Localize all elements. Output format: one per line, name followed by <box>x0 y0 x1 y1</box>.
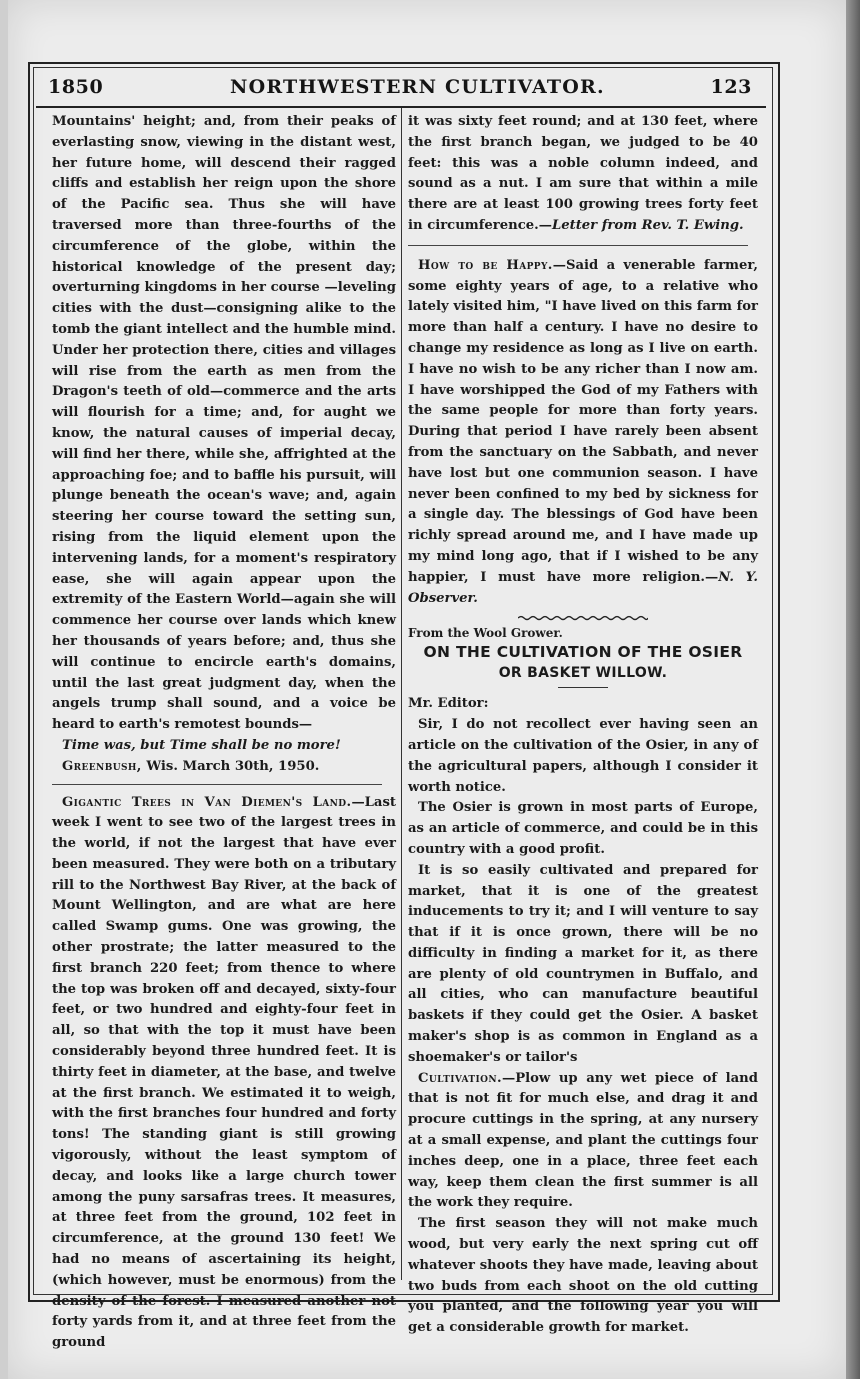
page-header <box>40 68 760 104</box>
article-paragraph <box>408 256 758 610</box>
article-separator <box>52 784 382 785</box>
article-text: Mountains' height; and, from their peaks of everlasting snow, viewing in the distant west, her future home, will descend their ragged cliffs and establish her reign upon the shore of the Pacific sea. Thus she will have traversed more than three-fourths of the circumference of the globe, within the historical knowledge of the present day; overturning kingdoms in her course —leveling cities with the dust—consigning alike to the tomb the giant intellect and the humble mind. Under her protection there, cities and villages will rise from the earth as men from the Dragon's teeth of old—commerce and the arts will flourish for a time; and, for aught we know, the natural causes of imperial decay, will find her there, while she, affrighted at the approaching foe; and to baffle his pursuit, will plunge beneath the ocean's wave; and, again steering her course toward the setting sun, rising from the liquid element upon the intervening lands, for a moment's respiratory ease, she will again appear upon the extremity of the Eastern World—again she will commence her course over lands which knew her thousands of years before; and, thus she will continue to encircle earth's domains, until the last great judgment day, when the angels trump shall sound, and a voice be heard to earth's remotest bounds— <box>52 114 396 733</box>
closing-quote: Time was, but Time shall be no more! <box>62 737 341 753</box>
header-title: NORTHWESTERN CULTIVATOR. <box>230 76 605 98</box>
article-signature <box>52 757 396 778</box>
left-column <box>52 112 396 1354</box>
page-edge-shadow <box>846 0 860 1379</box>
title-rule <box>558 687 608 688</box>
article-subtitle: OR BASKET WILLOW. <box>498 665 668 682</box>
article-body: it was sixty feet round; and at 130 feet, where the first branch began, we judged to be 40 feet: this was a noble column indeed, and sound as a nut. I am sure that within a mile there are at least 100 growing trees forty feet in circumference.— <box>408 114 758 233</box>
right-column <box>408 112 758 1339</box>
article-source-line: From the Wool Grower. <box>408 626 563 641</box>
signature-place: Greenbush, <box>62 758 142 774</box>
decorative-wavy-rule <box>518 615 648 621</box>
article-paragraph: The Osier is grown in most parts of Europe, as an article of commerce, and could be in this country with a good profit. <box>408 800 758 857</box>
header-page-number: 123 <box>710 76 752 98</box>
article-heading: How to be Happy. <box>418 257 553 273</box>
article-body: —Said a venerable farmer, some eighty years of age, to a relative who lately visited him, "I have lived on this farm for more than half a century. I have no desire to change my residence as long as I live on earth. I have no wish to be any richer than I now am. I have worshipped the God of my Fathers with the same people for more than forty years. During that period I have rarely been absent from the sanctuary on the Sabbath, and never have lost but one communion season. I have never been confined to my bed by sickness for a single day. The blessings of God have been richly spread around me, and I have made up my mind long ago, that if I wished to be any happier, I must have more religion.— <box>408 257 758 585</box>
article-closing <box>52 736 396 757</box>
letter-salutation: Mr. Editor: <box>408 696 489 712</box>
column-divider <box>401 108 402 1280</box>
signature-date: Wis. March 30th, 1950. <box>141 758 320 774</box>
article-paragraph: The first season they will not make much wood, but very early the next spring cut off whatever shoots they have made, leaving about two buds from each shoot on the old cutting you planted, and the following year you will get a considerable growth for market. <box>408 1216 758 1336</box>
article-paragraph: It is so easily cultivated and prepared for market, that it is one of the greatest inducements to try it; and I will venture to say that if it is once grown, there will be no difficulty in finding a market for it, as there are plenty of old countrymen in Buffalo, and all cities, who can manufacture beautiful baskets if they could get the Osier. A basket maker's shop is as common in England as a shoemaker's or tailor's <box>408 862 758 1065</box>
article-source: Letter from Rev. T. Ewing. <box>551 217 744 233</box>
article-paragraph: Sir, I do not recollect ever having seen an article on the cultivation of the Osier, in any of the agricultural papers, although I consider it worth notice. <box>408 717 758 795</box>
article-source: N. Y. Observer. <box>408 569 758 606</box>
article-heading: Gigantic Trees in Van Diemen's Land. <box>62 794 352 810</box>
article-body: —Last week I went to see two of the largest trees in the world, if not the largest that have ever been measured. They were both on a tributary rill to the Northwest Bay River, at the back of Mount Wellington, and are what are here called Swamp gums. One was growing, the other prostrate; the latter measured to the first branch 220 feet; from thence to where the top was broken off and decayed, sixty-four feet, or two hundred and eighty-four feet in all, so that with the top it must have been considerably beyond three hundred feet. It is thirty feet in diameter, at the base, and twelve at the first branch. We estimated it to weigh, with the first branches four hundred and forty tons! The standing giant is still growing vigorously, without the least symptom of decay, and looks like a large church tower among the puny sarsafras trees. It measures, at three feet from the ground, 102 feet in circumference, at the ground 130 feet! We had no means of ascertaining its height, (which however, must be enormous) from the density of the forest. I measured another not forty yards from it, and at three feet from the ground <box>52 794 396 1351</box>
article-paragraph <box>52 793 396 1355</box>
article-title: ON THE CULTIVATION OF THE OSIER <box>423 643 743 662</box>
article-separator <box>408 245 748 246</box>
section-heading: Cultivation. <box>418 1070 502 1086</box>
header-year: 1850 <box>48 76 104 98</box>
article-paragraph <box>408 1069 758 1215</box>
article-paragraph <box>408 112 758 237</box>
article-body: —Plow up any wet piece of land that is not fit for much else, and drag it and procure cuttings in the spring, at any nursery at a small expense, and plant the cuttings four inches deep, one in a place, three feet each way, keep them clean the first summer is all the work they require. <box>408 1070 758 1211</box>
